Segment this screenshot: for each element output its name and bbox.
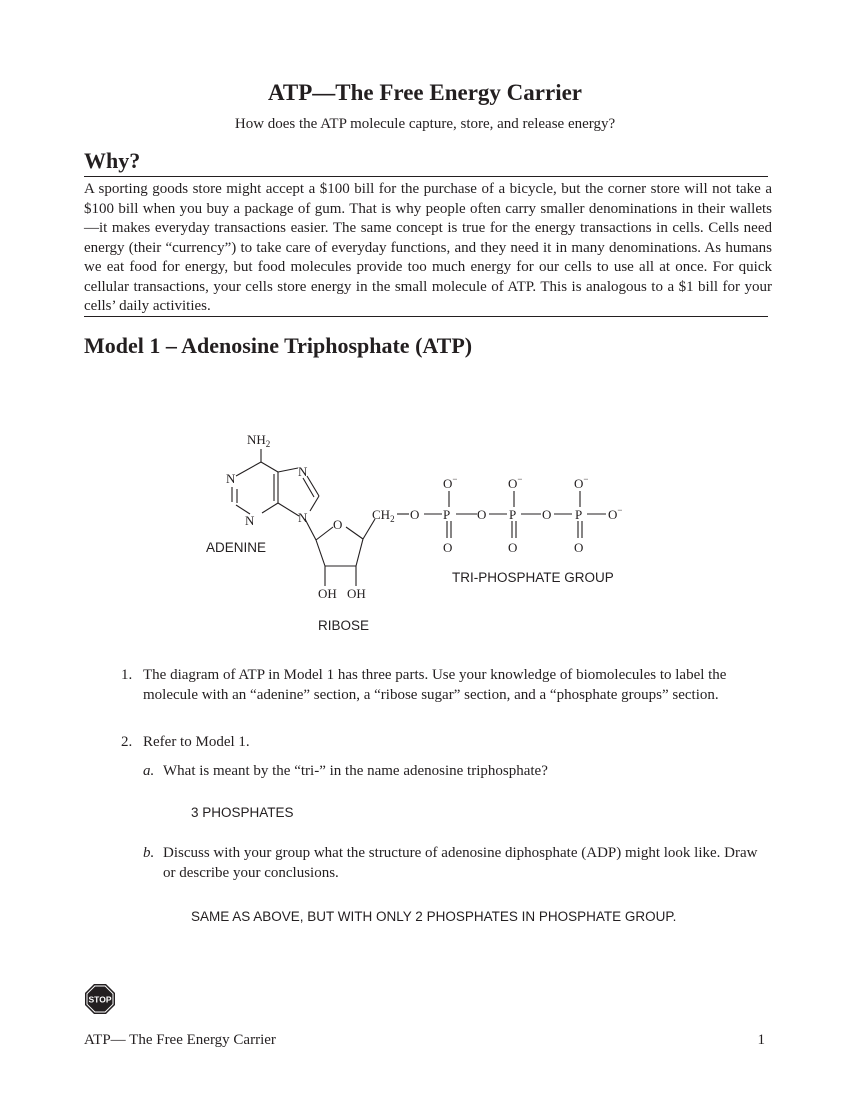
- atom-o-minus-2: O−: [508, 474, 523, 491]
- atom-o-link1: O: [410, 507, 420, 522]
- svg-text:STOP: STOP: [88, 994, 112, 1005]
- atp-structure-diagram: [0, 420, 850, 640]
- atom-o-link2: O: [477, 507, 487, 522]
- atom-o-double-1: O: [443, 540, 453, 555]
- answer-2b: SAME AS ABOVE, BUT WITH ONLY 2 PHOSPHATES IN PHOSPHATE GROUP.: [191, 909, 677, 924]
- atom-p1: P: [443, 507, 451, 522]
- stop-sign-icon: [84, 983, 116, 1015]
- atom-n1: N: [226, 471, 236, 486]
- atom-nh2: $NH_2$: [247, 432, 271, 449]
- page-subtitle: How does the ATP molecule capture, store, and release energy?: [234, 116, 616, 132]
- footer-title: ATP— The Free Energy Carrier: [84, 1032, 276, 1048]
- why-heading: Why?: [84, 148, 141, 173]
- question-2-text: Refer to Model 1.: [143, 734, 250, 750]
- atom-o-terminal: O−: [608, 505, 623, 522]
- atom-ch2: $CH_2$: [372, 507, 395, 524]
- atom-n3: N: [245, 513, 255, 528]
- page-title: ATP—The Free Energy Carrier: [267, 80, 583, 105]
- divider-top: [84, 176, 768, 177]
- atom-p3: P: [575, 507, 583, 522]
- atom-o-double-3: O: [574, 540, 584, 555]
- atom-n9: N: [298, 510, 308, 525]
- divider-bottom: [84, 316, 768, 317]
- atom-oh-2: OH: [318, 586, 337, 601]
- atom-o-link3: O: [542, 507, 552, 522]
- question-2a-text: What is meant by the “tri-” in the name adenosine triphosphate?: [163, 763, 548, 779]
- diagram-labels: [206, 540, 614, 633]
- label-triphosphate: TRI-PHOSPHATE GROUP: [452, 570, 614, 585]
- atom-o-double-2: O: [508, 540, 518, 555]
- question-2a-letter: a.: [143, 763, 155, 779]
- atom-o-minus-1: O−: [443, 474, 458, 491]
- page-number: 1: [757, 1032, 765, 1048]
- model-heading: Model 1 – Adenosine Triphosphate (ATP): [84, 333, 473, 358]
- atom-p2: P: [509, 507, 517, 522]
- atom-ribose-o: O: [333, 517, 343, 532]
- atom-n7: N: [298, 464, 308, 479]
- atom-oh-3: OH: [347, 586, 366, 601]
- why-paragraph: A sporting goods store might accept a $100 bill for the purchase of a bicycle, but the corner store will not take a $100 bill when you buy a package of gum. That is why people often carry smaller denominations in their wallets—it makes everyday transactions easier. The same concept is true for the energy transactions in cells. Cells need energy (their “currency”) to take care of everyday functions, and they need it in many denominations. As humans we eat food for energy, but food molecules provide too much energy for our cells to use all at once. For quick cellular transactions, your cells store energy in the small molecule of ATP. This is analogous to a $1 bill for your cells’ daily activities.: [84, 181, 772, 314]
- label-ribose: RIBOSE: [318, 618, 370, 633]
- atom-o-minus-3: O−: [574, 474, 589, 491]
- question-1-number: 1.: [121, 667, 133, 683]
- question-2b-text: Discuss with your group what the structure of adenosine diphosphate (ADP) might look like. Draw or describe your conclusions.: [163, 845, 758, 881]
- question-1-text: The diagram of ATP in Model 1 has three parts. Use your knowledge of biomolecules to label the molecule with an “adenine” section, a “ribose sugar” section, and a “phosphate groups” section.: [143, 667, 727, 703]
- answer-2a: 3 PHOSPHATES: [191, 805, 294, 820]
- question-2b-letter: b.: [143, 845, 155, 861]
- label-adenine: ADENINE: [206, 540, 267, 555]
- question-2-number: 2.: [121, 734, 133, 750]
